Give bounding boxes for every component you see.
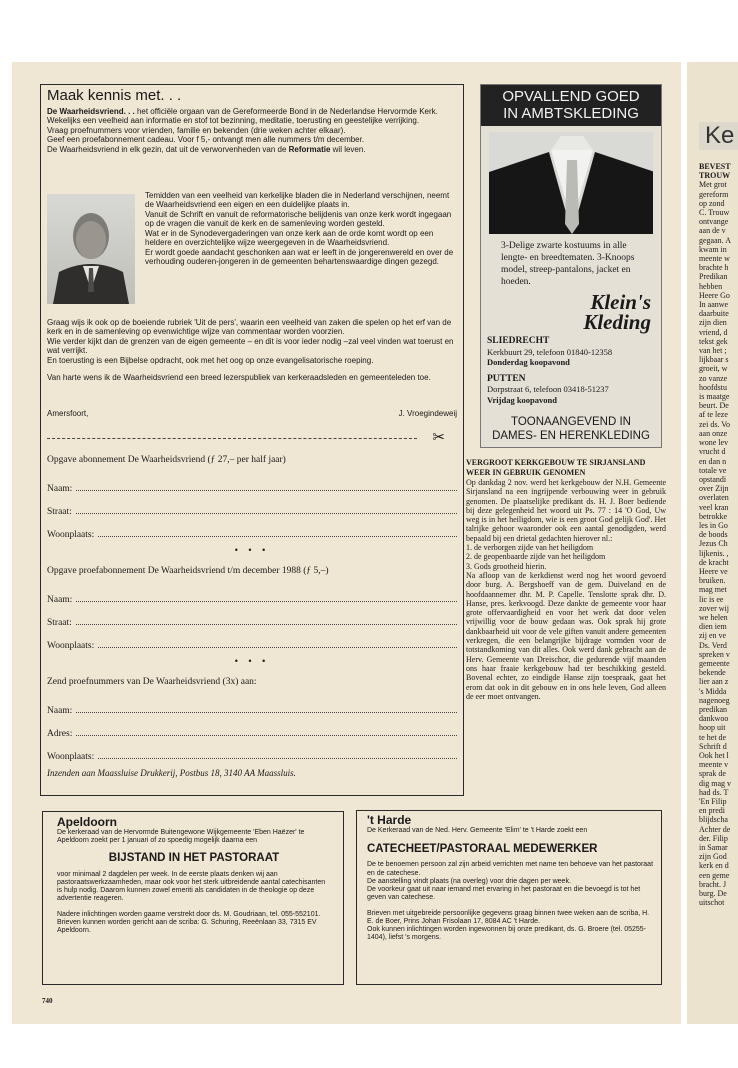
next-page-text <box>699 162 738 907</box>
next-page-line: kerk en d <box>699 861 729 871</box>
next-page-line: lier aan z <box>699 677 729 687</box>
next-page-line: der. Filip <box>699 833 728 843</box>
cut-line <box>47 431 457 445</box>
next-page-line: gemeente <box>699 658 730 668</box>
next-page-line: en predi <box>699 806 725 816</box>
next-page-line: 's Midda <box>699 686 727 696</box>
next-page-line: in Samar <box>699 843 728 853</box>
next-page-line: lic is ee <box>699 594 724 604</box>
ad-title-1: OPVALLEND GOED <box>502 88 640 105</box>
next-page-line: TROUW <box>699 171 731 181</box>
next-page-line: lijkenis. , <box>699 548 729 558</box>
city-putten: PUTTEN <box>487 373 526 384</box>
kleding-ad <box>480 84 662 448</box>
apeldoorn-p2: Nadere inlichtingen worden gaarne verstrekt door ds. M. Goudriaan, tel. 055-552101. <box>57 910 321 918</box>
article-list-2: 2. de geopenbaarde zijde van het heiligdom <box>466 552 606 562</box>
harde-p5: Ook kunnen inlichtingen worden ingewonnen bij onze predikant, ds. G. Broere (tel. 05255-1404), liefst 's morgens. <box>367 926 647 942</box>
next-page-line: kwam in <box>699 244 727 254</box>
next-page-line: lijkbaar s <box>699 355 729 365</box>
suit-photo <box>489 132 653 234</box>
next-page-line: hoofdstu <box>699 382 727 392</box>
next-page-line: vrucht d <box>699 447 726 457</box>
kleins-logo: Klein's Kleding <box>583 290 651 334</box>
next-page-line: zo vanze <box>699 373 728 383</box>
harde-p4: Brieven met uitgebreide persoonlijke gegevens graag binnen twee weken aan de scriba, H. E. de Boer, Prins Johan Frisolaan 17, 8084 AC 't Harde. <box>367 909 650 925</box>
harde-p1: De te benoemen persoon zal zijn arbeid verrichten met name ten behoeve van het pastoraat en de catechese. <box>367 861 654 877</box>
harde-ad <box>356 810 662 985</box>
naam-field-3[interactable]: Naam: <box>47 693 457 716</box>
next-page-line: aan onze <box>699 428 728 438</box>
next-page-line: dig mag v <box>699 778 731 788</box>
adres-field-3[interactable]: Adres: <box>47 716 457 739</box>
next-page-line: op zond <box>699 198 725 208</box>
ad-title-2: IN AMBTSKLEDING <box>503 105 639 122</box>
next-page-line: en dan n <box>699 456 727 466</box>
woonplaats-field-2[interactable]: Woonplaats: <box>47 628 457 651</box>
harde-heading: CATECHEET/PASTORAAL MEDEWERKER <box>367 843 598 856</box>
next-page-line: 'En Filip <box>699 797 727 807</box>
scissors-icon: ✂ <box>432 429 445 446</box>
next-page-line: blijdscha <box>699 815 728 825</box>
next-page-line: groeit, w <box>699 364 728 374</box>
harde-city: 't Harde <box>367 813 412 827</box>
next-page-line: mag met <box>699 585 727 595</box>
next-page-line: C. Trouw <box>699 208 730 218</box>
next-page-line: predikan <box>699 704 727 714</box>
next-page-line: hebben <box>699 281 723 291</box>
next-page-line: Heere ve <box>699 566 728 576</box>
article-list-3: 3. Gods grootheid hierin. <box>466 561 547 571</box>
naam-field-2[interactable]: Naam: <box>47 582 457 605</box>
next-page-line: beurt. De <box>699 401 729 411</box>
page <box>12 62 684 1024</box>
next-page-line: Ds. Verd <box>699 640 727 650</box>
next-page-line: Heere Go <box>699 290 730 300</box>
city-sliedrecht: SLIEDRECHT <box>487 336 550 346</box>
next-page-line: Met grot <box>699 180 727 190</box>
next-page-line: wone lev <box>699 438 729 448</box>
author-photo <box>47 194 135 304</box>
next-page-line: uitschot <box>699 898 725 908</box>
next-page-line: de boods <box>699 530 728 540</box>
article <box>466 458 666 701</box>
next-page-line: is maatge <box>699 392 730 402</box>
next-page-line: zijn God <box>699 852 727 862</box>
next-page-line: bruiken. <box>699 576 726 586</box>
addr-sliedrecht: Kerkbuurt 29, telefoon 01840-12358 <box>487 346 613 357</box>
apeldoorn-city: Apeldoorn <box>57 815 117 829</box>
next-page-line: hoop uit <box>699 723 726 733</box>
intro-p5: De Waarheidsvriend in elk gezin, dat uit de verworvenheden van de Reformatie wil leven. <box>47 144 366 154</box>
apeldoorn-ad <box>42 811 344 985</box>
body-p8: Van harte wens ik de Waarheidsvriend een breed lezerspubliek van kerkeraadsleden en gemeenteleden toe. <box>47 373 431 383</box>
next-page-line: zijn dien <box>699 318 727 328</box>
next-page-line: Predikan <box>699 272 728 282</box>
article-p1: Op dankdag 2 nov. werd het kerkgebouw der N.H. Gemeente Sirjansland na een ingrijpende verbouwing weer in gebruik genomen. De plaatselijke predikant ds. H. J. Boer bediende bij deze gelegenheid het woord uit Ps. 77 : 14 'O God, Uw weg is in het heiligdom, wie is een groot God gelijk God'. Het talrijke gehoor waaronder ook een aantal genodigden, werd bepaald bij een drietal gedachten hierover nl.: <box>466 478 666 543</box>
next-page-line: af te leze <box>699 410 728 420</box>
next-page-heading: Ke <box>699 122 738 150</box>
apeldoorn-intro: De kerkeraad van de Hervormde Buitengewone Wijkgemeente 'Eben Haëzer' te Apeldoorn zoekt per 1 januari of zo spoedig mogelijk daarna een <box>57 829 305 845</box>
next-page-line: les in Go <box>699 520 728 530</box>
next-page-line: ontvange <box>699 217 729 227</box>
intro-p3: Vraag proefnummers voor vrienden, familie en bekenden (drie weken achter elkaar). <box>47 125 346 135</box>
place: Amersfoort, <box>47 409 89 418</box>
next-page-line: Jezus Ch <box>699 539 728 549</box>
article-p2: Na afloop van de kerkdienst werd nog het woord gevoerd door burg. A. Bergshoeff van de gem. Duiveland en de hoofdaannemer dhr. M. P. Capelle. Tenslotte sprak dhr. D. Hanse, pres. kerkvoogd. Deze dankte de gemeente voor haar grote offervaardigheid en voor het werk dat door velen vrijwillig voor de bouw gedaan was. Ook sprak hij grote dankbaarheid uit voor de vele giften vanuit andere gemeenten verkregen, die een belangrijke bijdrage vormden voor de totstandkoming van dit alles. Ook werd dank gebracht aan de Herv. Gemeente van Dreischor, die gedurende vijf maanden ons haar fraaie kerkgebouw had ter beschikking gesteld. Bovenal echter, zo eindigde Hanse zijn toespraak, gaat het erom dat ook in dit gebouw en in ons hele leven, God alleen de eer moet ontvangen. <box>466 570 666 701</box>
next-page-line: bracht. J <box>699 879 727 889</box>
next-page-strip <box>684 62 738 1024</box>
apeldoorn-p3: Brieven kunnen worden gericht aan de scriba: G. Schuring, Reeënlaan 33, 7315 EV Apeldoorn. <box>57 918 317 934</box>
next-page-line: betrokke <box>699 511 727 521</box>
harde-p3: De voorkeur gaat uit naar iemand met ervaring in het pastoraat en die bevoegd is tot het geven van catechese. <box>367 886 641 902</box>
straat-field-2[interactable]: Straat: <box>47 605 457 628</box>
next-page-line: de kracht <box>699 557 729 567</box>
next-page-line: nagenoeg <box>699 695 730 705</box>
ad-description: 3-Delige zwarte kostuums in alle lengte- en breedtematen. 3-Knoops model, streep-pantalons, jacket en hoeden. <box>501 241 635 287</box>
next-page-line: spreken v <box>699 649 730 659</box>
next-page-line: we helen <box>699 612 728 622</box>
next-page-line: vriend, d <box>699 327 728 337</box>
next-page-line: sprak de <box>699 769 726 779</box>
separator-stars-2: • • • <box>234 656 270 666</box>
harde-intro: De Kerkeraad van de Ned. Herv. Gemeente 'Elim' te 't Harde zoekt een <box>367 827 588 834</box>
tagline-1: TOONAANGEVEND IN <box>511 416 631 428</box>
next-page-line: zij en ve <box>699 631 727 641</box>
form-section-proef: Opgave proefabonnement De Waarheidsvriend t/m december 1988 (ƒ 5,–) <box>47 566 329 576</box>
next-page-line: In aanwe <box>699 300 729 310</box>
next-page-line: brachte h <box>699 263 729 273</box>
next-page-line: aan de v <box>699 226 726 236</box>
intro-paragraph: De Waarheidsvriend. . . het officiële orgaan van de Gereformeerde Bond in de Nederlandse Hervormde Kerk. <box>47 107 438 116</box>
next-page-line: gereform <box>699 189 729 199</box>
next-page-line: veel kran <box>699 502 729 512</box>
signature: J. Vroegindeweij <box>398 409 457 418</box>
next-page-line: daarbuite <box>699 309 729 319</box>
day-putten: Vrijdag koopavond <box>487 394 557 405</box>
woonplaats-field-3[interactable]: Woonplaats: <box>47 739 457 762</box>
body-p7: En toerusting is een Bijbelse opdracht, ook met het oog op onze evangelisatorische roeping. <box>47 355 374 365</box>
page-number: 740 <box>42 997 53 1005</box>
next-page-line: meente w <box>699 254 730 264</box>
woonplaats-field-1[interactable]: Woonplaats: <box>47 517 457 540</box>
apeldoorn-heading: BIJSTAND IN HET PASTORAAT <box>108 851 280 864</box>
addr-putten: Dorpstraat 6, telefoon 03418-51237 <box>487 384 609 394</box>
next-page-line: overlaten <box>699 493 729 503</box>
next-page-line: te het de <box>699 732 727 742</box>
next-page-line: een geme <box>699 870 730 880</box>
next-page-line: Schrift d <box>699 741 727 751</box>
tagline-2: DAMES- EN HERENKLEDING <box>492 430 650 442</box>
next-page-line: zover wij <box>699 603 729 613</box>
next-page-line: burg. De <box>699 889 727 899</box>
apeldoorn-p1: voor minimaal 2 dagdelen per week. In de eerste plaats denken wij aan pastoraatswerkzaamheden, maar ook voor het sterk uitbreidende aantal catechisanten is hulp nodig. Daarom kunnen zowel emeriti als candidaten in de theologie op deze advertentie reageren. <box>57 870 326 903</box>
next-page-line: zei ds. Vo <box>699 419 731 429</box>
harde-p2: De aanstelling vindt plaats (na overleg) voor drie dagen per week. <box>367 877 571 885</box>
subscription-box <box>40 84 464 796</box>
next-page-line: opstandi <box>699 474 727 484</box>
next-page-line: Ook het l <box>699 751 729 760</box>
form-section-abonnement: Opgave abonnement De Waarheidsvriend (ƒ 27,– per half jaar) <box>47 455 286 465</box>
intro-p4: Geef een proefabonnement cadeau. Voor f 5,- ontvangt men alle nummers t/m december. <box>47 135 365 145</box>
next-page-line: van het ; <box>699 346 727 356</box>
article-list-1: 1. de verborgen zijde van het heiligdom <box>466 543 594 553</box>
next-page-line: dankwoo <box>699 714 729 724</box>
next-page-line: Achter de <box>699 824 731 834</box>
separator-stars-1: • • • <box>234 545 270 555</box>
body-p2: Vanuit de Schrift en vanuit de reformatorische belijdenis van onze kerk wordt ingegaan op de vragen die vanuit de kerk en de samenleving worden gesteld. <box>145 209 452 229</box>
body-p4: Er wordt goede aandacht geschonken aan wat er leeft in de jongerenwereld en over de verhouding ouderen-jongeren in de gemeenten behartenswaardige dingen gezegd. <box>145 247 454 267</box>
form-footer: Inzenden aan Maassluise Drukkerij, Postbus 18, 3140 AA Maassluis. <box>47 768 296 778</box>
next-page-line: bekende <box>699 668 726 678</box>
day-sliedrecht: Donderdag koopavond <box>487 357 570 367</box>
box-title: Maak kennis met. . . <box>47 87 182 104</box>
body-p6: Wie verder kijkt dan de grenzen van de eigen gemeente – en dit is voor ieder nodig –zal veel vinden wat toerust en wat verrijkt. <box>47 336 454 356</box>
next-page-line: totale ve <box>699 465 727 475</box>
next-page-line: BEVEST <box>699 162 731 171</box>
next-page-line: tekst gek <box>699 336 728 346</box>
article-title: VERGROOT KERKGEBOUW TE SIRJANSLAND WEER IN GEBRUIK GENOMEN <box>466 458 646 477</box>
naam-field-1[interactable]: Naam: <box>47 471 457 494</box>
body-p5: Graag wijs ik ook op de boeiende rubriek 'Uit de pers', waarin een veelheid van zaken die spelen op het erf van de kerk en in de samenleving op evenwichtige wijze van commentaar worden voorzien. <box>47 318 452 337</box>
next-page-line: gegaan. A <box>699 235 731 245</box>
body-p1: Temidden van een veelheid van kerkelijke bladen die in Nederland verschijnen, neemt de Waarheidsvriend een eigen en een duidelijke plaats in. <box>145 191 450 210</box>
next-page-line: over Zijn <box>699 484 729 494</box>
intro-p2: Wekelijks een veelheid aan informatie en stof tot bezinning, meditatie, toerusting en geestelijke verrijking. <box>47 116 420 126</box>
form-section-proefnummers: Zend proefnummers van De Waarheidsvriend (3x) aan: <box>47 677 257 687</box>
next-page-line: dien iem <box>699 622 727 632</box>
next-page-line: had ds. T <box>699 787 729 797</box>
straat-field-1[interactable]: Straat: <box>47 494 457 517</box>
body-p3: Wat er in de Synodevergaderingen van onze kerk aan de orde komt wordt op een heldere en overzichtelijke wijze weergegeven in de Waarheidsvriend. <box>145 228 434 248</box>
next-page-line: meente v <box>699 760 729 770</box>
